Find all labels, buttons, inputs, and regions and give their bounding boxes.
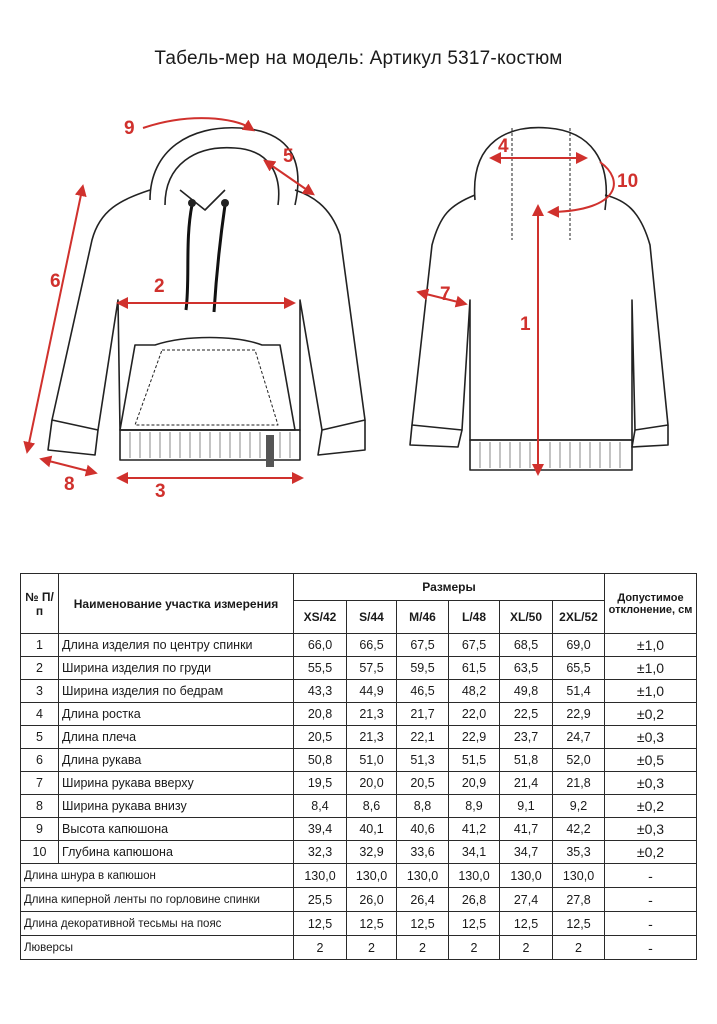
measure-label-6: 6	[50, 271, 61, 292]
row-value: 8,6	[347, 795, 397, 818]
row-value: 67,5	[397, 634, 449, 657]
row-value: 130,0	[553, 864, 605, 888]
size-header: M/46	[397, 601, 449, 634]
row-name: Ширина рукава внизу	[59, 795, 294, 818]
row-value: 2	[397, 936, 449, 960]
row-value: 49,8	[500, 680, 553, 703]
extra-rows	[21, 864, 697, 960]
table-row	[21, 772, 697, 795]
back-ribbing-lines	[480, 442, 620, 468]
row-value: 34,1	[449, 841, 500, 864]
row-value: 35,3	[553, 841, 605, 864]
row-value: 26,0	[347, 888, 397, 912]
size-header: XS/42	[294, 601, 347, 634]
row-value: 51,0	[347, 749, 397, 772]
row-value: 66,0	[294, 634, 347, 657]
row-value: 22,9	[553, 703, 605, 726]
table-row	[21, 703, 697, 726]
row-tolerance: ±0,5	[605, 749, 697, 772]
row-value: 65,5	[553, 657, 605, 680]
row-value: 12,5	[553, 912, 605, 936]
row-value: 51,5	[449, 749, 500, 772]
table-row	[21, 888, 697, 912]
row-value: 43,3	[294, 680, 347, 703]
measurement-table	[20, 573, 697, 960]
row-value: 12,5	[294, 912, 347, 936]
row-value: 41,7	[500, 818, 553, 841]
row-value: 42,2	[553, 818, 605, 841]
row-value: 8,8	[397, 795, 449, 818]
row-value: 67,5	[449, 634, 500, 657]
page-title: Табель-мер на модель: Артикул 5317-костюм	[154, 48, 563, 69]
row-name: Ширина изделия по бедрам	[59, 680, 294, 703]
row-value: 21,3	[347, 703, 397, 726]
row-number: 5	[21, 726, 59, 749]
row-value: 59,5	[397, 657, 449, 680]
row-value: 21,8	[553, 772, 605, 795]
row-tolerance: -	[605, 936, 697, 960]
measure-label-3: 3	[155, 481, 166, 502]
row-name: Длина шнура в капюшон	[21, 864, 294, 888]
row-value: 130,0	[500, 864, 553, 888]
row-name: Люверсы	[21, 936, 294, 960]
row-value: 20,5	[397, 772, 449, 795]
row-value: 40,6	[397, 818, 449, 841]
measurement-rows	[21, 634, 697, 864]
table-row	[21, 795, 697, 818]
row-number: 1	[21, 634, 59, 657]
row-value: 22,1	[397, 726, 449, 749]
row-value: 32,9	[347, 841, 397, 864]
row-name: Длина изделия по центру спинки	[59, 634, 294, 657]
row-tolerance: ±0,2	[605, 703, 697, 726]
row-value: 12,5	[449, 912, 500, 936]
row-value: 46,5	[397, 680, 449, 703]
row-number: 9	[21, 818, 59, 841]
row-number: 7	[21, 772, 59, 795]
row-value: 44,9	[347, 680, 397, 703]
row-name: Ширина рукава вверху	[59, 772, 294, 795]
row-name: Длина плеча	[59, 726, 294, 749]
measure-label-4: 4	[498, 136, 509, 157]
row-value: 22,9	[449, 726, 500, 749]
row-name: Длина ростка	[59, 703, 294, 726]
row-value: 8,4	[294, 795, 347, 818]
table-row	[21, 864, 697, 888]
row-number: 6	[21, 749, 59, 772]
row-name: Высота капюшона	[59, 818, 294, 841]
row-value: 8,9	[449, 795, 500, 818]
size-header: 2XL/52	[553, 601, 605, 634]
measure-label-8: 8	[64, 474, 75, 495]
header-tolerance: Допустимое отклонение, см	[605, 574, 697, 634]
drawstrings	[186, 205, 225, 312]
row-value: 51,8	[500, 749, 553, 772]
row-tolerance: ±0,3	[605, 818, 697, 841]
size-header: S/44	[347, 601, 397, 634]
measure-label-10: 10	[617, 171, 639, 192]
size-header: L/48	[449, 601, 500, 634]
measure-label-7: 7	[440, 284, 451, 305]
table-row	[21, 818, 697, 841]
row-value: 19,5	[294, 772, 347, 795]
row-value: 130,0	[449, 864, 500, 888]
row-value: 39,4	[294, 818, 347, 841]
row-tolerance: ±1,0	[605, 657, 697, 680]
row-number: 8	[21, 795, 59, 818]
row-value: 21,3	[347, 726, 397, 749]
row-value: 9,1	[500, 795, 553, 818]
row-tolerance: ±0,3	[605, 772, 697, 795]
row-value: 50,8	[294, 749, 347, 772]
row-value: 32,3	[294, 841, 347, 864]
header-name: Наименование участка измерения	[59, 574, 294, 634]
size-header: XL/50	[500, 601, 553, 634]
row-value: 21,4	[500, 772, 553, 795]
table-row	[21, 936, 697, 960]
row-value: 25,5	[294, 888, 347, 912]
measure-label-9: 9	[124, 118, 135, 139]
row-tolerance: ±1,0	[605, 680, 697, 703]
row-tolerance: -	[605, 912, 697, 936]
row-value: 69,0	[553, 634, 605, 657]
row-value: 21,7	[397, 703, 449, 726]
measure-label-2: 2	[154, 276, 165, 297]
row-value: 12,5	[397, 912, 449, 936]
row-number: 3	[21, 680, 59, 703]
row-value: 2	[449, 936, 500, 960]
row-value: 27,8	[553, 888, 605, 912]
row-number: 10	[21, 841, 59, 864]
row-value: 63,5	[500, 657, 553, 680]
row-value: 130,0	[347, 864, 397, 888]
hoodie-technical-drawing	[0, 95, 717, 505]
row-value: 41,2	[449, 818, 500, 841]
row-value: 66,5	[347, 634, 397, 657]
row-tolerance: ±0,2	[605, 841, 697, 864]
row-value: 40,1	[347, 818, 397, 841]
row-value: 33,6	[397, 841, 449, 864]
row-name: Длина киперной ленты по горловине спинки	[21, 888, 294, 912]
row-value: 23,7	[500, 726, 553, 749]
row-value: 61,5	[449, 657, 500, 680]
row-tolerance: ±0,2	[605, 795, 697, 818]
row-number: 2	[21, 657, 59, 680]
row-value: 51,3	[397, 749, 449, 772]
row-value: 2	[553, 936, 605, 960]
table-row	[21, 657, 697, 680]
row-tolerance: -	[605, 888, 697, 912]
row-value: 12,5	[347, 912, 397, 936]
table-row	[21, 634, 697, 657]
row-name: Длина декоративной тесьмы на пояс	[21, 912, 294, 936]
row-value: 20,8	[294, 703, 347, 726]
row-number: 4	[21, 703, 59, 726]
row-value: 22,0	[449, 703, 500, 726]
row-value: 68,5	[500, 634, 553, 657]
table-row	[21, 680, 697, 703]
table-row	[21, 912, 697, 936]
row-value: 2	[347, 936, 397, 960]
header-number: № П/п	[21, 574, 59, 634]
row-value: 24,7	[553, 726, 605, 749]
row-value: 9,2	[553, 795, 605, 818]
header-sizes: Размеры	[294, 574, 605, 601]
measure-label-5: 5	[283, 146, 294, 167]
row-value: 26,8	[449, 888, 500, 912]
row-value: 20,9	[449, 772, 500, 795]
table-row	[21, 749, 697, 772]
row-value: 2	[294, 936, 347, 960]
row-tolerance: ±0,3	[605, 726, 697, 749]
row-value: 130,0	[294, 864, 347, 888]
decorative-tape	[266, 435, 274, 467]
row-tolerance: -	[605, 864, 697, 888]
row-value: 51,4	[553, 680, 605, 703]
row-value: 57,5	[347, 657, 397, 680]
table-row	[21, 841, 697, 864]
row-value: 2	[500, 936, 553, 960]
row-value: 48,2	[449, 680, 500, 703]
row-tolerance: ±1,0	[605, 634, 697, 657]
row-value: 12,5	[500, 912, 553, 936]
table-row	[21, 726, 697, 749]
measure-label-1: 1	[520, 314, 531, 335]
row-name: Ширина изделия по груди	[59, 657, 294, 680]
row-value: 130,0	[397, 864, 449, 888]
front-hoodie-outline	[48, 128, 365, 460]
row-value: 34,7	[500, 841, 553, 864]
row-name: Длина рукава	[59, 749, 294, 772]
row-value: 52,0	[553, 749, 605, 772]
row-value: 20,0	[347, 772, 397, 795]
row-value: 26,4	[397, 888, 449, 912]
row-value: 20,5	[294, 726, 347, 749]
row-value: 22,5	[500, 703, 553, 726]
row-value: 55,5	[294, 657, 347, 680]
row-value: 27,4	[500, 888, 553, 912]
row-name: Глубина капюшона	[59, 841, 294, 864]
